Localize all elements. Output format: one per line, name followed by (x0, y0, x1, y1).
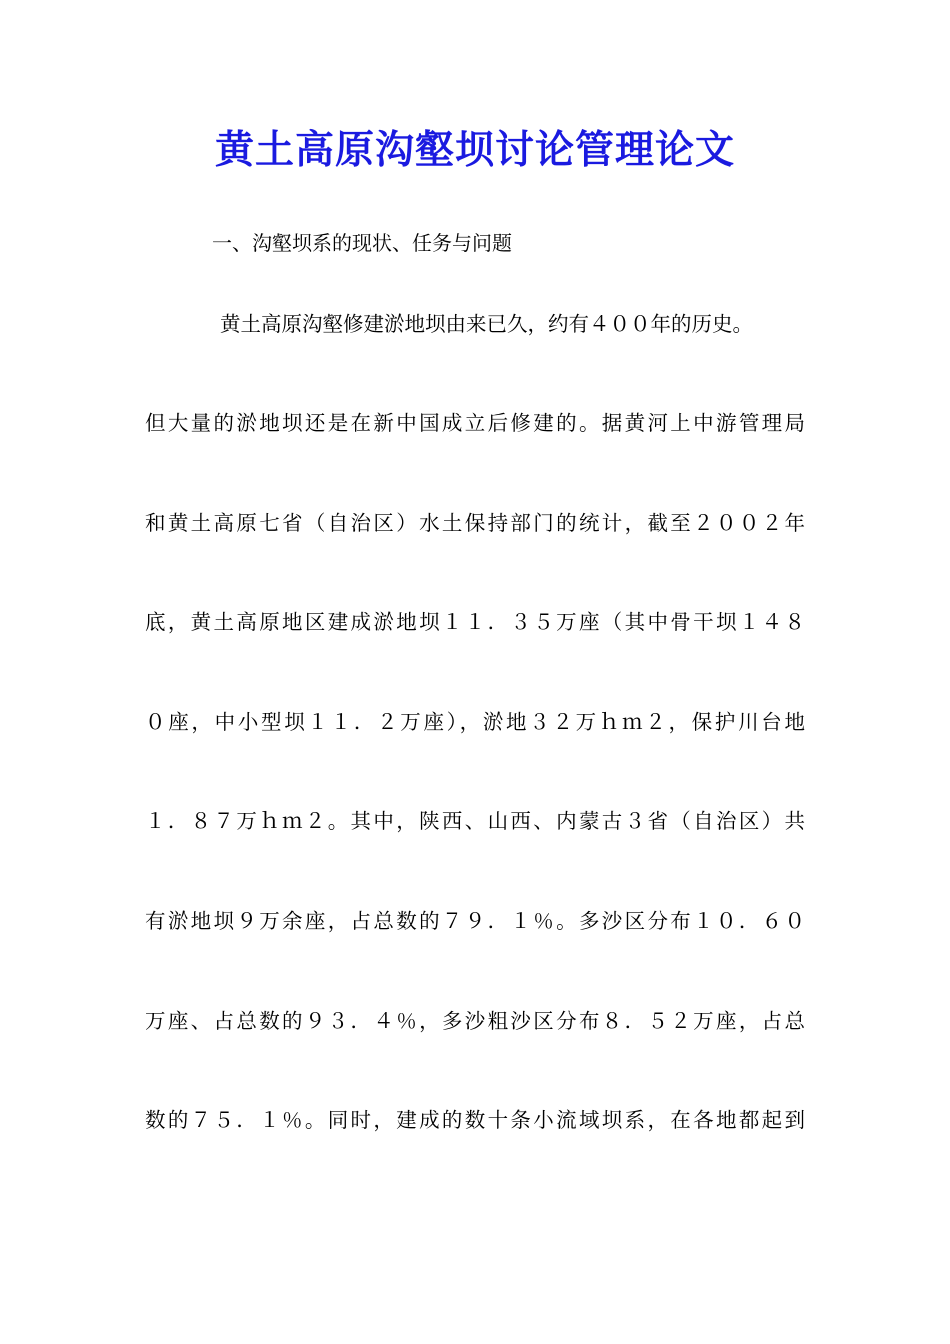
paragraph-line: ０座，中小型坝１１．２万座），淤地３２万ｈｍ２，保护川台地 (145, 710, 805, 734)
paragraph-line: 但大量的淤地坝还是在新中国成立后修建的。据黄河上中游管理局 (145, 411, 805, 435)
paragraph-line: 和黄土高原七省（自治区）水土保持部门的统计，截至２００２年 (145, 511, 805, 535)
paragraph-line: 有淤地坝９万余座，占总数的７９．１％。多沙区分布１０．６０ (145, 909, 805, 933)
paragraph-line: １．８７万ｈｍ２。其中，陕西、山西、内蒙古３省（自治区）共 (145, 809, 805, 833)
document-title: 黄土高原沟壑坝讨论管理论文 (214, 127, 735, 173)
paragraph-line: 底，黄土高原地区建成淤地坝１１．３５万座（其中骨干坝１４８ (145, 610, 805, 634)
paragraph-line: 数的７５．１％。同时，建成的数十条小流域坝系，在各地都起到 (145, 1108, 805, 1132)
paragraph-line: 万座、占总数的９３．４％，多沙粗沙区分布８．５２万座，占总 (145, 1009, 805, 1033)
section-heading: 一、沟壑坝系的现状、任务与问题 (212, 231, 512, 255)
paragraph-line: 黄土高原沟壑修建淤地坝由来已久，约有４００年的历史。 (220, 312, 753, 336)
